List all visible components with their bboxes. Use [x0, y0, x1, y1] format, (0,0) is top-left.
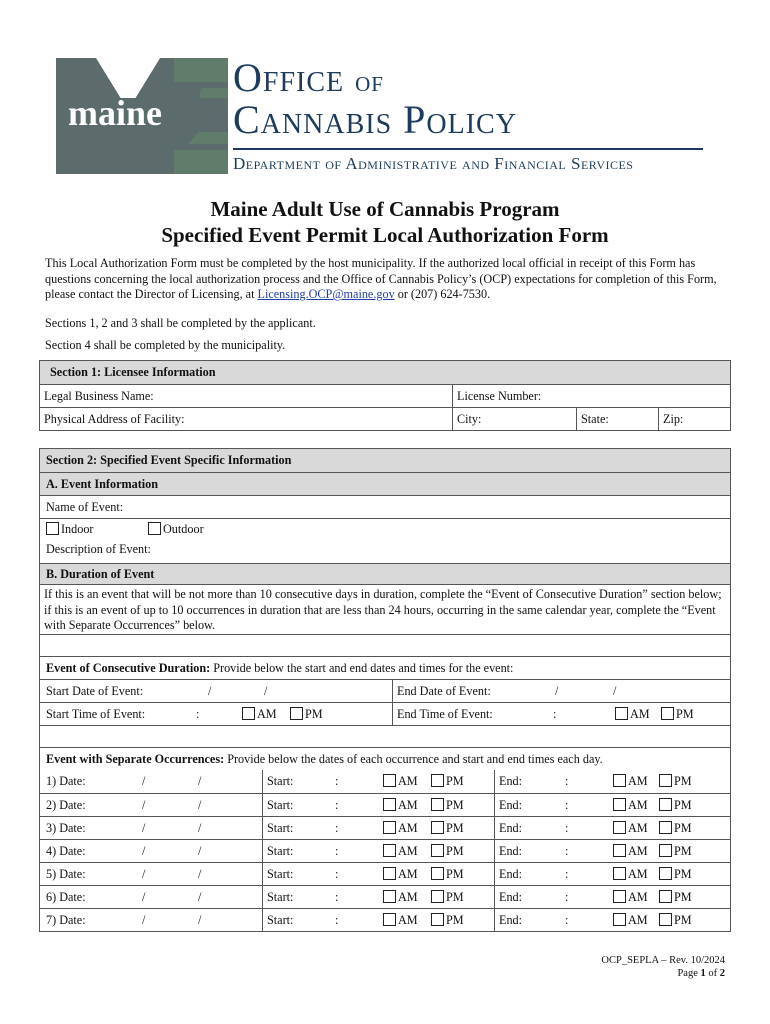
end-time-field[interactable] — [392, 703, 730, 725]
occurrence-date-label: 5) Date: — [46, 866, 86, 881]
separate-occurrences-rest: Provide below the dates of each occurrence and start and end times each day. — [224, 751, 603, 766]
am-label: AM — [628, 912, 648, 927]
am-label: AM — [398, 889, 418, 904]
blank-row-1 — [40, 634, 730, 656]
form-title-line2: Specified Event Permit Local Authorization Form — [161, 223, 609, 247]
start-time-pm-checkbox[interactable] — [290, 707, 303, 720]
pm-label: PM — [674, 866, 692, 881]
occurrence-end-pm-checkbox[interactable] — [659, 867, 672, 880]
occurrence-start-am-checkbox[interactable] — [383, 867, 396, 880]
occurrence-end-pm[interactable] — [659, 774, 692, 789]
occurrence-start-colon: : — [335, 912, 339, 927]
indoor-option[interactable] — [46, 522, 94, 537]
ocp-logo — [56, 56, 706, 176]
pm-label: PM — [446, 820, 464, 835]
page-of: of — [705, 968, 720, 979]
occurrence-start-am-checkbox[interactable] — [383, 774, 396, 787]
occurrence-date-slash-1: / — [142, 889, 146, 904]
consecutive-duration-row — [40, 656, 730, 679]
occurrence-end-am-checkbox[interactable] — [613, 913, 626, 926]
occurrence-start-am[interactable] — [383, 890, 418, 905]
pm-label: PM — [446, 912, 464, 927]
occurrence-start-am-checkbox[interactable] — [383, 844, 396, 857]
pm-label: PM — [674, 843, 692, 858]
start-time-label: Start Time of Event: — [46, 706, 146, 721]
form-title-line1: Maine Adult Use of Cannabis Program — [210, 197, 560, 221]
occurrence-start-am-checkbox[interactable] — [383, 890, 396, 903]
occurrence-start-am-checkbox[interactable] — [383, 821, 396, 834]
pm-label: PM — [446, 889, 464, 904]
occurrence-start-pm[interactable] — [431, 913, 464, 928]
occurrence-row — [40, 770, 730, 793]
occurrence-date-slash-2: / — [198, 889, 202, 904]
section1-row-address — [40, 407, 730, 430]
occurrence-start-colon: : — [335, 820, 339, 835]
occurrence-end-label: End: — [499, 866, 523, 881]
occurrence-end-colon: : — [565, 774, 569, 788]
logo-department: Department of Administrative and Financial Services — [233, 154, 634, 173]
am-label: AM — [628, 797, 648, 812]
separate-occurrences-row — [40, 747, 730, 770]
indoor-checkbox[interactable] — [46, 522, 59, 535]
city-field[interactable]: City: — [452, 408, 576, 430]
occurrence-start-pm[interactable] — [431, 844, 464, 859]
state-field[interactable]: State: — [576, 408, 658, 430]
pm-label: PM — [674, 912, 692, 927]
occurrence-end-pm[interactable] — [659, 890, 692, 905]
occurrence-date-slash-2: / — [198, 866, 202, 881]
occurrence-rows — [40, 770, 730, 931]
occurrence-end-label: End: — [499, 912, 523, 927]
applicant-sections-note: Sections 1, 2 and 3 shall be completed by the applicant. — [45, 316, 316, 330]
physical-address-field[interactable]: Physical Address of Facility: — [44, 411, 185, 426]
section1-row-names — [40, 384, 730, 407]
occurrence-end-pm[interactable] — [659, 844, 692, 859]
am-label: AM — [628, 774, 648, 788]
event-information-header — [40, 472, 730, 495]
section2-table — [39, 448, 731, 932]
page-number — [677, 968, 725, 979]
occurrence-date-label: 6) Date: — [46, 889, 86, 904]
occurrence-end-colon: : — [565, 820, 569, 835]
occurrence-end-am[interactable] — [613, 821, 648, 836]
occurrence-end-field[interactable] — [494, 886, 730, 908]
occurrence-end-am[interactable] — [613, 890, 648, 905]
description-of-event-field[interactable]: Description of Event: — [46, 542, 151, 556]
occurrence-end-am[interactable] — [613, 844, 648, 859]
start-date-label: Start Date of Event: — [46, 683, 144, 698]
occurrence-row — [40, 908, 730, 931]
end-time-label: End Time of Event: — [397, 706, 493, 721]
license-number-field[interactable]: License Number: — [452, 385, 730, 407]
occurrence-start-pm-checkbox[interactable] — [431, 913, 444, 926]
am-label: AM — [257, 706, 277, 721]
end-time-pm[interactable] — [661, 707, 694, 722]
occurrence-end-am[interactable] — [613, 867, 648, 882]
occurrence-end-pm-checkbox[interactable] — [659, 890, 672, 903]
duration-instructions-row — [40, 584, 730, 634]
separate-occurrences-heading — [42, 748, 603, 770]
am-label: AM — [398, 843, 418, 858]
occurrence-date-field[interactable] — [42, 886, 262, 908]
page-current: 1 — [700, 968, 706, 979]
am-label: AM — [628, 889, 648, 904]
occurrence-date-slash-1: / — [142, 843, 146, 858]
occurrence-date-slash-1: / — [142, 774, 146, 788]
occurrence-row — [40, 839, 730, 862]
occurrence-end-pm[interactable] — [659, 867, 692, 882]
am-label: AM — [398, 797, 418, 812]
occurrence-start-am[interactable] — [383, 867, 418, 882]
occurrence-end-am-checkbox[interactable] — [613, 798, 626, 811]
end-date-field[interactable] — [392, 680, 730, 702]
end-date-slash-1: / — [555, 683, 559, 698]
legal-business-name-field[interactable]: Legal Business Name: — [44, 388, 154, 403]
occurrence-start-pm-checkbox[interactable] — [431, 867, 444, 880]
occurrence-date-field[interactable] — [42, 840, 262, 862]
occurrence-date-label: 7) Date: — [46, 912, 86, 927]
logo-rule — [233, 148, 703, 150]
pm-label: PM — [674, 797, 692, 812]
name-of-event-row — [40, 495, 730, 518]
occurrence-start-field[interactable] — [262, 840, 494, 862]
occurrence-end-am[interactable] — [613, 798, 648, 813]
consecutive-times-row — [40, 702, 730, 725]
logo-cannabis-policy: Cannabis Policy — [233, 97, 517, 142]
occurrence-end-field[interactable] — [494, 770, 730, 793]
pm-label: PM — [674, 889, 692, 904]
indoor-label: Indoor — [61, 522, 94, 536]
section1-header-label: Section 1: Licensee Information — [50, 365, 216, 379]
start-time-pm[interactable] — [290, 707, 323, 722]
occurrence-end-label: End: — [499, 820, 523, 835]
occurrence-start-pm[interactable] — [431, 867, 464, 882]
occurrence-start-colon: : — [335, 889, 339, 904]
occurrence-start-label: Start: — [267, 797, 294, 812]
occurrence-date-field[interactable] — [42, 817, 262, 839]
am-label: AM — [628, 843, 648, 858]
section2-header-label: Section 2: Specified Event Specific Information — [46, 453, 292, 467]
occurrence-date-label: 4) Date: — [46, 843, 86, 858]
am-label: AM — [628, 820, 648, 835]
occurrence-start-am[interactable] — [383, 821, 418, 836]
occurrence-date-label: 2) Date: — [46, 797, 86, 812]
occurrence-end-label: End: — [499, 797, 523, 812]
occurrence-date-slash-2: / — [198, 797, 202, 812]
consecutive-duration-rest: Provide below the start and end dates and times for the event: — [210, 660, 514, 675]
occurrence-start-am[interactable] — [383, 774, 418, 789]
occurrence-end-pm-checkbox[interactable] — [659, 821, 672, 834]
occurrence-end-field[interactable] — [494, 840, 730, 862]
pm-label: PM — [305, 706, 323, 721]
occurrence-start-label: Start: — [267, 912, 294, 927]
occurrence-date-field[interactable] — [42, 909, 262, 931]
pm-label: PM — [446, 843, 464, 858]
intro-paragraph — [45, 256, 735, 303]
occurrence-end-pm[interactable] — [659, 821, 692, 836]
occurrence-end-am-checkbox[interactable] — [613, 844, 626, 857]
occurrence-start-field[interactable] — [262, 863, 494, 885]
occurrence-date-slash-2: / — [198, 912, 202, 927]
occurrence-end-am[interactable] — [613, 913, 648, 928]
occurrence-end-am-checkbox[interactable] — [613, 867, 626, 880]
occurrence-date-field[interactable] — [42, 770, 262, 793]
occurrence-date-field[interactable] — [42, 863, 262, 885]
duration-header — [40, 563, 730, 584]
occurrence-end-colon: : — [565, 912, 569, 927]
consecutive-duration-bold: Event of Consecutive Duration: — [46, 660, 211, 675]
end-time-pm-checkbox[interactable] — [661, 707, 674, 720]
page-total: 2 — [719, 968, 725, 979]
page-prefix: Page — [677, 968, 701, 979]
pm-label: PM — [446, 866, 464, 881]
occurrence-end-pm[interactable] — [659, 798, 692, 813]
occurrence-end-am-checkbox[interactable] — [613, 774, 626, 787]
occurrence-start-colon: : — [335, 774, 339, 788]
occurrence-row — [40, 793, 730, 816]
licensing-email-link[interactable]: Licensing.OCP@maine.gov — [257, 287, 395, 301]
occurrence-end-am-checkbox[interactable] — [613, 821, 626, 834]
occurrence-end-pm-checkbox[interactable] — [659, 798, 672, 811]
occurrence-start-pm[interactable] — [431, 821, 464, 836]
logo-office-word: Office — [233, 55, 345, 100]
occurrence-end-pm-checkbox[interactable] — [659, 913, 672, 926]
occurrence-end-label: End: — [499, 774, 523, 788]
end-date-slash-2: / — [613, 683, 617, 698]
occurrence-end-field[interactable] — [494, 817, 730, 839]
occurrence-start-field[interactable] — [262, 886, 494, 908]
occurrence-start-field[interactable] — [262, 909, 494, 931]
occurrence-date-label: 3) Date: — [46, 820, 86, 835]
occurrence-end-label: End: — [499, 889, 523, 904]
occurrence-date-slash-1: / — [142, 797, 146, 812]
occurrence-start-field[interactable] — [262, 770, 494, 793]
occurrence-end-field[interactable] — [494, 863, 730, 885]
am-label: AM — [628, 866, 648, 881]
indoor-outdoor-row — [40, 518, 730, 563]
consecutive-duration-heading — [42, 657, 513, 679]
start-time-am-checkbox[interactable] — [242, 707, 255, 720]
end-date-label: End Date of Event: — [397, 683, 491, 698]
occurrence-start-pm-checkbox[interactable] — [431, 890, 444, 903]
intro-text-before: This Local Authorization Form must be completed by the host municipality. If the authorized local official in receipt of this Form has questions concerning the local authorization process and the Office of Cannabis Policy’s (OCP) expectations for completion of this Form, please contact the Director of Licensing, at — [45, 256, 717, 301]
end-time-am-checkbox[interactable] — [615, 707, 628, 720]
occurrence-end-colon: : — [565, 866, 569, 881]
occurrence-row — [40, 816, 730, 839]
occurrence-start-am[interactable] — [383, 798, 418, 813]
occurrence-start-pm-checkbox[interactable] — [431, 798, 444, 811]
pm-label: PM — [446, 774, 464, 788]
occurrence-start-label: Start: — [267, 866, 294, 881]
occurrence-start-pm-checkbox[interactable] — [431, 774, 444, 787]
occurrence-end-colon: : — [565, 843, 569, 858]
occurrence-start-colon: : — [335, 843, 339, 858]
blank-row-2 — [40, 725, 730, 747]
occurrence-start-am[interactable] — [383, 913, 418, 928]
am-label: AM — [398, 774, 418, 788]
occurrence-end-am-checkbox[interactable] — [613, 890, 626, 903]
occurrence-end-pm[interactable] — [659, 913, 692, 928]
section2-header — [40, 449, 730, 472]
occurrence-start-am-checkbox[interactable] — [383, 913, 396, 926]
occurrence-start-colon: : — [335, 797, 339, 812]
occurrence-end-label: End: — [499, 843, 523, 858]
duration-instructions: If this is an event that will be not more than 10 consecutive days in duration, complete the “Event of Consecutive Duration” section below; if this is an event of up to 10 occurrences in duration that are less than 24 hours, occurring in the same calendar year, complete the “Event with Separate Occurrences” below. — [44, 587, 722, 632]
logo-maine-word: maine — [68, 93, 162, 133]
start-time-colon: : — [196, 706, 200, 721]
section1-table — [39, 360, 731, 431]
occurrence-start-label: Start: — [267, 889, 294, 904]
occurrence-start-pm-checkbox[interactable] — [431, 821, 444, 834]
start-time-am[interactable] — [242, 707, 277, 722]
occurrence-row — [40, 862, 730, 885]
occurrence-start-pm[interactable] — [431, 798, 464, 813]
start-date-slash-2: / — [264, 683, 268, 698]
zip-field[interactable]: Zip: — [658, 408, 730, 430]
separate-occurrences-bold: Event with Separate Occurrences: — [46, 751, 225, 766]
start-date-field[interactable] — [42, 680, 392, 702]
end-time-am[interactable] — [615, 707, 650, 722]
occurrence-start-am[interactable] — [383, 844, 418, 859]
pm-label: PM — [674, 774, 692, 788]
occurrence-start-am-checkbox[interactable] — [383, 798, 396, 811]
occurrence-date-slash-2: / — [198, 774, 202, 788]
occurrence-date-slash-2: / — [198, 843, 202, 858]
occurrence-end-am[interactable] — [613, 774, 648, 789]
occurrence-start-pm[interactable] — [431, 774, 464, 789]
occurrence-end-field[interactable] — [494, 794, 730, 816]
outdoor-label: Outdoor — [163, 522, 204, 536]
event-information-label: A. Event Information — [46, 476, 159, 491]
am-label: AM — [398, 820, 418, 835]
pm-label: PM — [446, 797, 464, 812]
am-label: AM — [398, 912, 418, 927]
municipality-section-note: Section 4 shall be completed by the municipality. — [45, 338, 286, 352]
outdoor-checkbox[interactable] — [148, 522, 161, 535]
occurrence-start-field[interactable] — [262, 794, 494, 816]
occurrence-end-colon: : — [565, 797, 569, 812]
duration-label: B. Duration of Event — [46, 566, 155, 581]
occurrence-end-pm-checkbox[interactable] — [659, 844, 672, 857]
intro-text-after: or (207) 624-7530. — [394, 287, 491, 301]
occurrence-date-slash-1: / — [142, 820, 146, 835]
occurrence-start-label: Start: — [267, 843, 294, 858]
occurrence-date-slash-1: / — [142, 866, 146, 881]
occurrence-start-pm-checkbox[interactable] — [431, 844, 444, 857]
occurrence-start-pm[interactable] — [431, 890, 464, 905]
start-date-slash-1: / — [208, 683, 212, 698]
occurrence-end-pm-checkbox[interactable] — [659, 774, 672, 787]
name-of-event-field[interactable]: Name of Event: — [46, 499, 124, 514]
revision-label: OCP_SEPLA – Rev. 10/2024 — [601, 955, 725, 966]
outdoor-option[interactable] — [148, 522, 204, 537]
occurrence-row — [40, 885, 730, 908]
occurrence-date-field[interactable] — [42, 794, 262, 816]
occurrence-start-label: Start: — [267, 774, 294, 788]
occurrence-date-label: 1) Date: — [46, 774, 86, 788]
occurrence-start-label: Start: — [267, 820, 294, 835]
pm-label: PM — [676, 706, 694, 721]
occurrence-end-field[interactable] — [494, 909, 730, 931]
occurrence-end-colon: : — [565, 889, 569, 904]
occurrence-start-colon: : — [335, 866, 339, 881]
pm-label: PM — [674, 820, 692, 835]
consecutive-dates-row — [40, 679, 730, 702]
occurrence-start-field[interactable] — [262, 817, 494, 839]
am-label: AM — [398, 866, 418, 881]
section1-header — [40, 361, 730, 384]
end-time-colon: : — [553, 706, 557, 721]
am-label: AM — [630, 706, 650, 721]
start-time-field[interactable] — [42, 703, 392, 725]
occurrence-date-slash-2: / — [198, 820, 202, 835]
logo-of-word: of — [355, 65, 384, 98]
occurrence-date-slash-1: / — [142, 912, 146, 927]
